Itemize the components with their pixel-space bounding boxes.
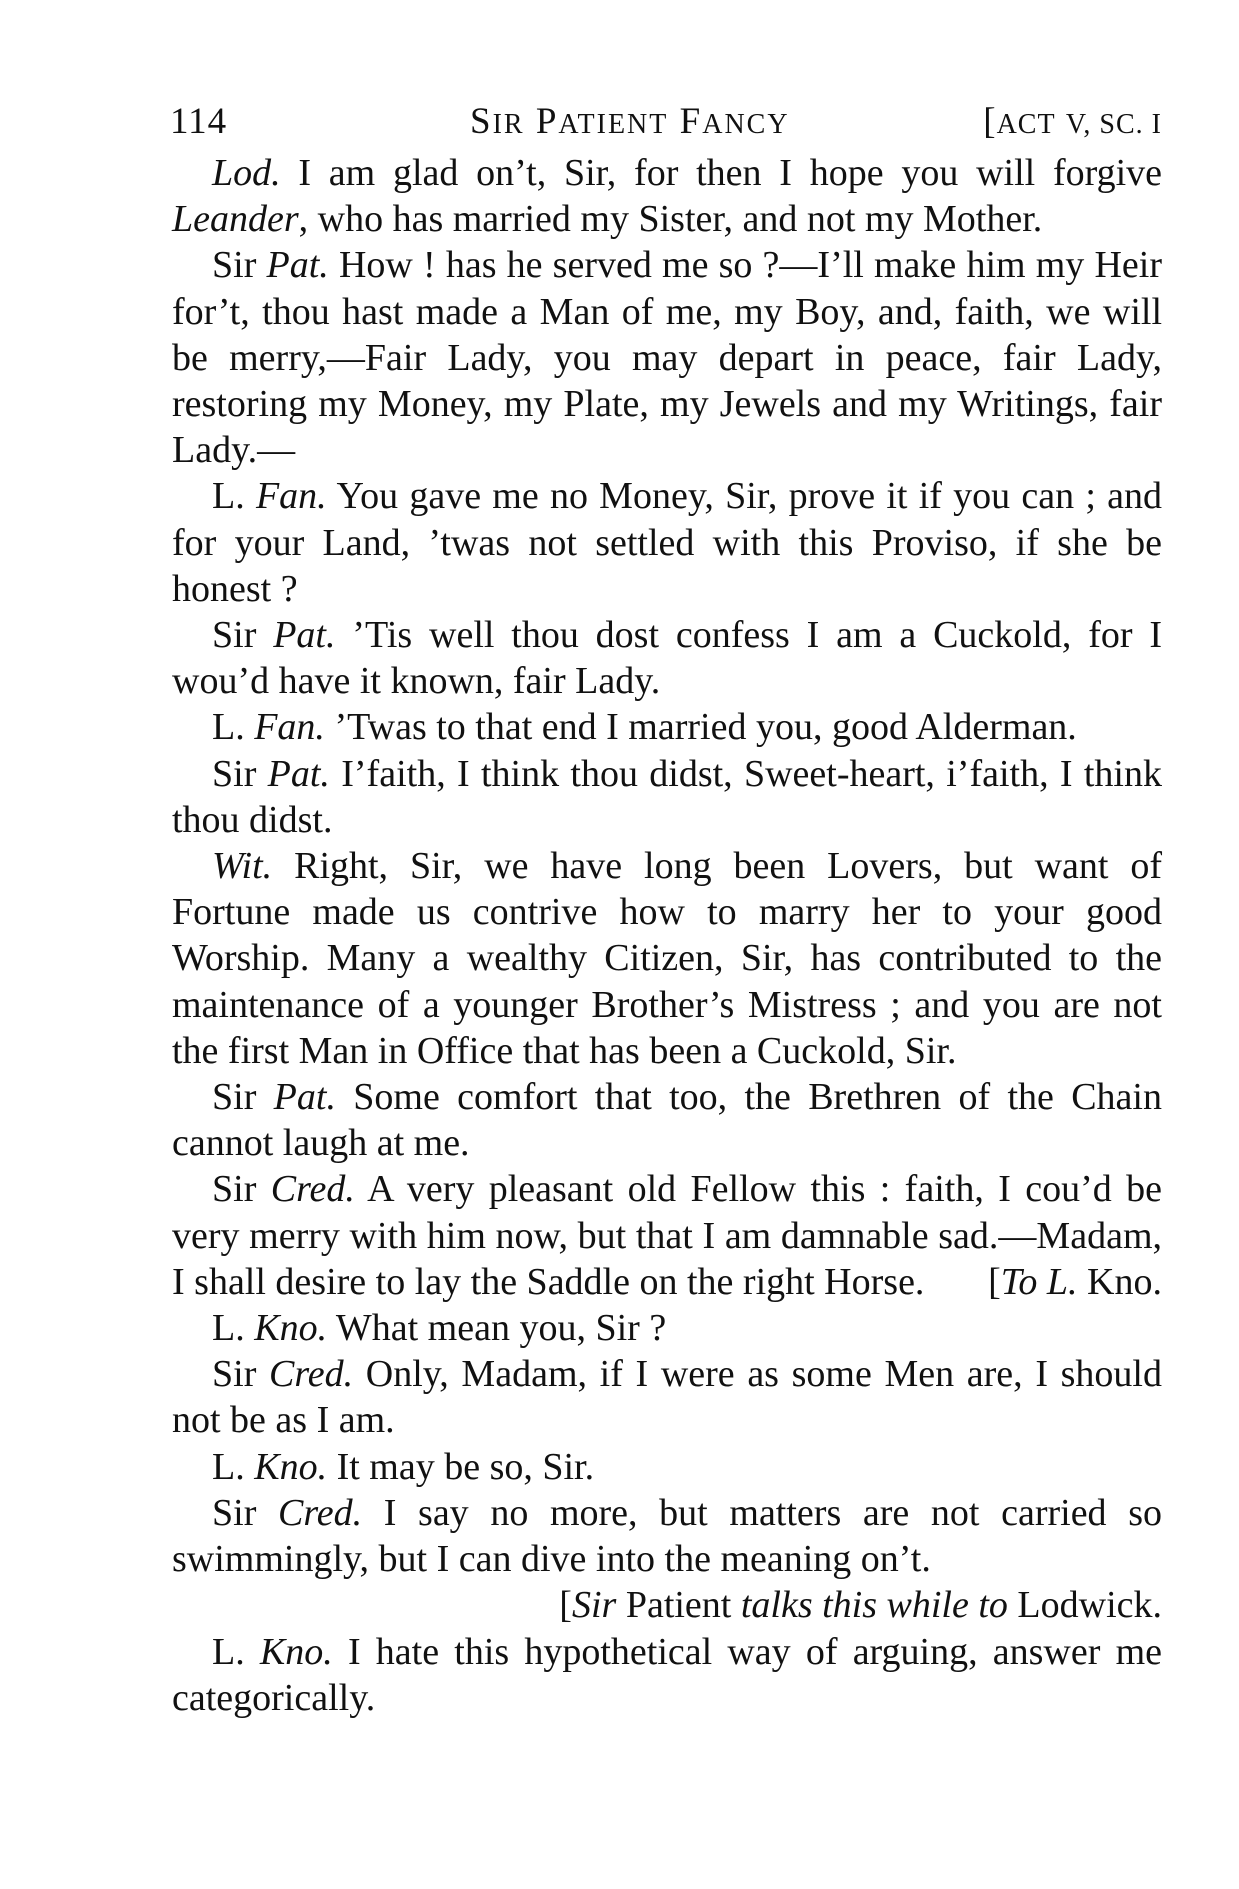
- speech-sir-patient: Sir Pat. ’Tis well thou dost confess I am a Cuckold, for I wou’d have it known, fair Lady.: [172, 614, 1162, 703]
- speaker: Fan.: [255, 475, 327, 518]
- speaker: Fan.: [254, 706, 325, 749]
- speech-lady-knowell: L. Kno. It may be so, Sir.: [212, 1445, 595, 1488]
- speaker: Pat.: [273, 614, 336, 657]
- speaker: Pat.: [267, 752, 330, 795]
- speaker: Lod.: [212, 152, 281, 194]
- speech-sir-credulous: Sir Cred. Only, Madam, if I were as some Men are, I should not be as I am.: [172, 1353, 1162, 1442]
- speaker: Kno.: [254, 1445, 328, 1488]
- stage-direction: [To L. Kno.: [988, 1260, 1162, 1303]
- speech-lady-fancy: L. Fan. You gave me no Money, Sir, prove it if you can ; and for your Land, ’twas not settled with this Proviso, if she be honest ?: [172, 475, 1162, 610]
- running-header: [170, 100, 1170, 150]
- speech-sir-patient: Sir Pat. I’faith, I think thou didst, Sweet-heart, i’faith, I think thou didst.: [172, 752, 1162, 841]
- speaker: Wit.: [212, 845, 273, 888]
- speaker: Cred.: [270, 1168, 355, 1211]
- speech-sir-patient: Sir Pat. How ! has he served me so ?—I’ll make him my Heir for’t, thou hast made a Man of me, my Boy, and, faith, we will be merry,—Fair Lady, you may depart in peace, fair Lady, restoring my Money, my Plate, my Jewels and my Writings, fair Lady.—: [172, 244, 1162, 472]
- act-scene-label: [ACT V, SC. I: [983, 101, 1162, 142]
- speech-lady-fancy: L. Fan. ’Twas to that end I married you, good Alderman.: [212, 706, 1077, 749]
- speaker: Kno.: [259, 1630, 333, 1673]
- speaker: Cred.: [278, 1491, 363, 1534]
- speaker: Pat.: [266, 244, 329, 287]
- speech-lady-knowell: L. Kno. I hate this hypothetical way of arguing, answer me categorically.: [172, 1630, 1162, 1719]
- speaker: Kno.: [254, 1307, 328, 1350]
- speech-sir-credulous: Sir Cred. I say no more, but matters are not carried so swimmingly, but I can dive into the meaning on’t.: [172, 1491, 1162, 1581]
- speaker: Cred.: [269, 1353, 354, 1396]
- play-text: [172, 150, 1162, 1721]
- speaker: Pat.: [273, 1076, 336, 1119]
- speech-wittmore: Wit. Right, Sir, we have long been Lovers, but want of Fortune made us contrive how to marry her to your good Worship. Many a wealthy Citizen, Sir, has contributed to the maintenance of a younger Brother’s Mistress ; and you are not the first Man in Office that has been a Cuckold, Sir.: [172, 845, 1162, 1072]
- character-name: Leander: [172, 198, 299, 241]
- speech-sir-patient: Sir Pat. Some comfort that too, the Brethren of the Chain cannot laugh at me.: [172, 1076, 1162, 1165]
- stage-direction: [Sir Patient talks this while to Lodwick.: [559, 1584, 1162, 1627]
- running-title: SIR PATIENT FANCY: [470, 101, 790, 142]
- speech-sir-credulous: Sir Cred. A very pleasant old Fellow this : faith, I cou’d be very merry with him now, but that I am damnable sad.—Madam, I shall desire to lay the Saddle on the right Horse. [To L. Kno.: [172, 1166, 1162, 1305]
- speech-lady-knowell: L. Kno. What mean you, Sir ?: [212, 1307, 667, 1350]
- page-number: 114: [170, 101, 228, 142]
- speech-lodwick: Lod. I am glad on’t, Sir, for then I hope you will forgive Leander, who has married my Sister, and not my Mother.: [172, 152, 1162, 241]
